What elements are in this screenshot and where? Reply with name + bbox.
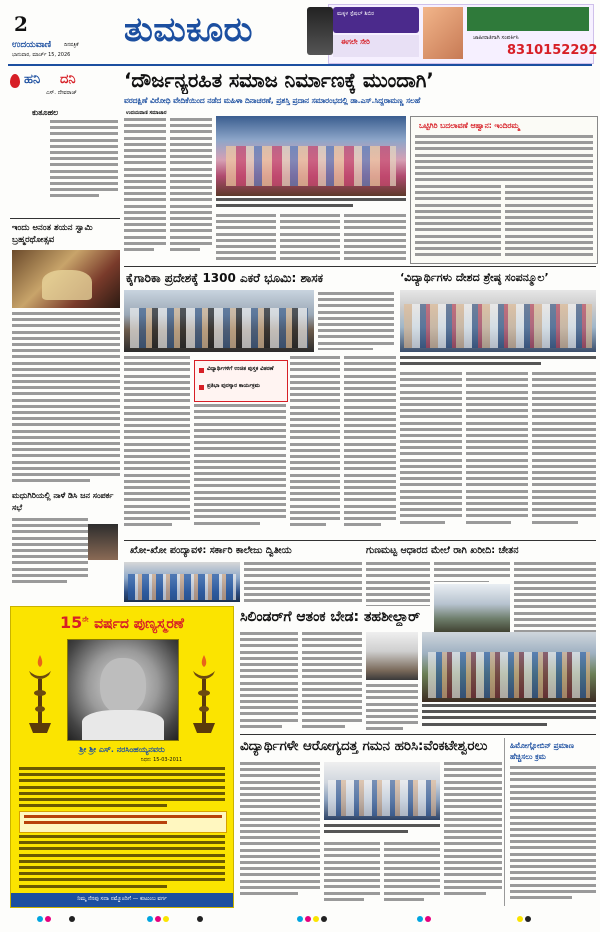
quality-col-1 [366,562,430,606]
temple-photo-deity [42,270,92,300]
students-col-2 [466,372,528,536]
memorial-text-1 [19,767,225,807]
land-col-3 [290,356,340,536]
lead-side-box-title: ಒಟ್ಟಿಗಿರಿ ಬದಲಾವಣೆ ಆಹ್ವಾನ: ಇಂದಿರಮ್ಮ [419,121,520,130]
land-photo-people [130,308,308,348]
khokho-headline: ಖೋ-ಖೋ ಪಂದ್ಯಾವಳಿ: ಸರ್ಕಾರಿ ಕಾಲೇಜು ದ್ವಿತೀಯ [130,545,292,556]
memorial-name: ಶ್ರೀ ಶ್ರೀ ಎಸ್. ನರಸಿಂಹಯ್ಯನವರು [79,745,165,754]
kutuhala-title: ಕುತೂಹಲ [32,108,59,117]
lead-side-box-text-1 [415,135,593,183]
lead-photo-people [226,146,396,186]
students-col-3 [532,372,596,536]
masthead-rule [8,64,592,66]
temple-photo [12,250,120,308]
memorial-title-sup: ನೇ [82,615,89,624]
right-small-rule [504,738,505,906]
cylinder-col-1 [240,632,298,732]
lead-side-box-text-2 [415,185,501,259]
health-col-1 [240,762,320,904]
ad-right-line: ಜಾಹೀರಾತಿಗಾಗಿ ಸಂಪರ್ಕಿಸಿ [473,35,519,41]
cylinder-col-2 [302,632,362,732]
edition-tag: ದಿನಪತ್ರಿಕೆ [64,42,79,48]
land-callout [194,360,288,402]
callout-bullet-2 [199,385,204,390]
memorial-date: ನಿಧನ: 15-03-2011 [141,757,183,763]
land-col-1 [124,356,190,536]
memorial-text-2 [19,835,225,891]
health-photo [324,762,440,820]
cylinder-photo-2 [422,632,596,702]
health-photo-people [328,780,436,816]
memorial-title-text: ವರ್ಷದ ಪುಣ್ಯಸ್ಮರಣೆ [94,616,184,632]
ad-top-line: ಮಕ್ಕಳ ಸ್ಪೆಷಲ್ ಶಿಬಿರ [337,11,374,17]
memorial-portrait [67,639,179,741]
memorial-ad [10,606,234,908]
column-logo-prefix: ಹನಿ [24,72,41,87]
health-col-3 [384,842,440,904]
lead-col-5 [344,214,406,262]
lead-photo [216,116,406,196]
quality-headline: ಗುಣಮಟ್ಟ ಆಧಾರದ ಮೇಲೆ ರಾಗಿ ಖರೀದಿ: ಚೇತನ [366,545,519,556]
health-headline: ವಿದ್ಯಾರ್ಥಿಗಳೇ ಆರೋಗ್ಯದತ್ತ ಗಮನ ಹರಿಸಿ:ವೆಂಕಟೇಶ್ವರಲು [240,739,488,754]
lead-col-4 [280,214,340,262]
memorial-portrait-face [100,658,146,714]
ad-kid-photo [423,7,463,59]
memorial-title [11,613,233,632]
print-registration-marks [0,910,600,928]
lead-col-3 [216,214,276,262]
khokho-photo [124,562,240,602]
health-caption [324,824,440,838]
memorial-footer-text: ನಿಮ್ಮ ನೆನಪು ಸದಾ ನಮ್ಮೊಂದಿಗೆ — ಕುಟುಂಬ ವರ್ಗ [77,896,167,902]
phone-number: 8310152292 [507,43,598,58]
students-caption [400,356,596,368]
khokho-photo-team [128,574,236,600]
page-number: 2 [14,12,28,36]
land-col-2 [194,404,286,536]
land-col-4 [344,356,396,536]
health-col-4 [444,762,502,904]
memorial-portrait-shirt [82,710,164,740]
kutuhala-text [14,120,118,216]
memorial-footer [11,893,233,907]
students-photo-people [404,304,592,348]
callout-item-1: ವಿದ್ಯಾರ್ಥಿಗಳಿಗೆ ಉಚಿತ ಪುಸ್ತಕ ವಿತರಣೆ [207,366,274,372]
ad-phone-image [307,7,333,55]
lead-side-box [410,116,598,264]
quality-col-2 [434,562,510,582]
land-photo [124,290,314,352]
ad-green-box [467,7,589,31]
callout-bullet-1 [199,368,204,373]
temple-story [12,312,120,488]
left-rule-1 [10,218,120,219]
section-rule-1 [124,266,596,267]
land-intro [318,292,394,350]
students-photo [400,290,596,352]
ad-sub-line: ಈಗಲೇ ಸೇರಿ [341,38,370,46]
color-bar-icon [0,910,600,928]
masthead-ad [328,4,598,64]
cylinder-photo-1 [366,632,418,680]
students-col-1 [400,372,462,536]
khokho-text [244,562,362,604]
right-small-text [510,766,596,904]
column-logo-word: ದನಿ [60,72,76,87]
column-logo [10,70,120,100]
right-lamp-icon [187,653,221,737]
column-logo-drop [10,74,20,88]
cylinder-photo-2-people [428,652,590,698]
left-lamp-icon [23,653,57,737]
land-headline: ಕೈಗಾರಿಕಾ ಪ್ರದೇಶಕ್ಕೆ 1300 ಎಕರೆ ಭೂಮಿ: ಶಾಸಕ [126,271,324,285]
memorial-white-box-text [24,815,222,829]
right-small-headline: ಹಿಮೋಗ್ಲೋಬಿನ್ ಪ್ರಮಾಣ ಹೆಚ್ಚಿಸಲು ಕ್ರಮ [510,741,574,761]
lead-headline: ‘ದೌರ್ಜನ್ಯರಹಿತ ಸಮಾಜ ನಿರ್ಮಾಣಕ್ಕೆ ಮುಂದಾಗಿ’ [124,69,434,92]
memorial-title-number: 15 [60,613,83,632]
cylinder-photo-1-caption [366,684,418,732]
cylinder-headline: ಸಿಲಿಂಡರ್‌ಗೆ ಆತಂಕ ಬೇಡ: ತಹಶೀಲ್ದಾರ್ [240,609,421,625]
masthead [0,0,600,64]
left-mid-headline: ಮಧುಗಿರಿಯಲ್ಲಿ ನಾಳೆ ಡಿಸಿ ಜನ ಸಂಪರ್ಕ ಸಭೆ [12,491,114,512]
date-line: ಭಾನುವಾರ, ಮಾರ್ಚ್ 15, 2026 [12,52,71,58]
lead-col-2 [170,118,212,260]
column-author: ಎಸ್. ದೇವರಾಜ್ [46,90,77,96]
lead-subhead: ವರದಕ್ಷಿಣೆ ವಿರೋಧಿ ವೇದಿಕೆಯಿಂದ ನಡೆದ ಮಹಿಳಾ ದಿನಾಚರಣೆ, ಪ್ರಶಸ್ತಿ ಪ್ರದಾನ ಸಮಾರಂಭದಲ್ಲಿ ಡಾ.ಎಸ್.ಸಿದ್ದರಾಮಣ್ಣ ಸಲಹೆ [124,96,421,105]
lead-side-box-text-3 [505,185,593,259]
lead-col-1 [124,118,166,260]
section-rule-3 [240,734,596,735]
callout-item-2: ಪ್ರತಿಭಾ ಪುರಸ್ಕಾರ ಕಾರ್ಯಕ್ರಮ [207,383,260,389]
kutuhala-headline: ಇಂದು ಅನಂತ ಶಯನ ಸ್ವಾಮಿ ಬ್ರಹ್ಮರಥೋತ್ಸವ [12,223,93,245]
memorial-white-box [19,811,227,833]
health-col-2 [324,842,380,904]
paper-name: ಉದಯವಾಣಿ [12,40,52,50]
section-rule-2 [124,540,596,541]
dc-portrait [88,524,118,560]
district-title: ತುಮಕೂರು [124,10,253,50]
lead-photo-caption [216,198,406,210]
students-headline: ‘ವಿದ್ಯಾರ್ಥಿಗಳು ದೇಶದ ಶ್ರೇಷ್ಠ ಸಂಪನ್ಮೂಲ’ [400,271,549,284]
lead-byline: ಉದಯವಾಣಿ ಸಮಾಚಾರ [126,110,167,116]
cylinder-photo-2-caption [422,704,596,730]
